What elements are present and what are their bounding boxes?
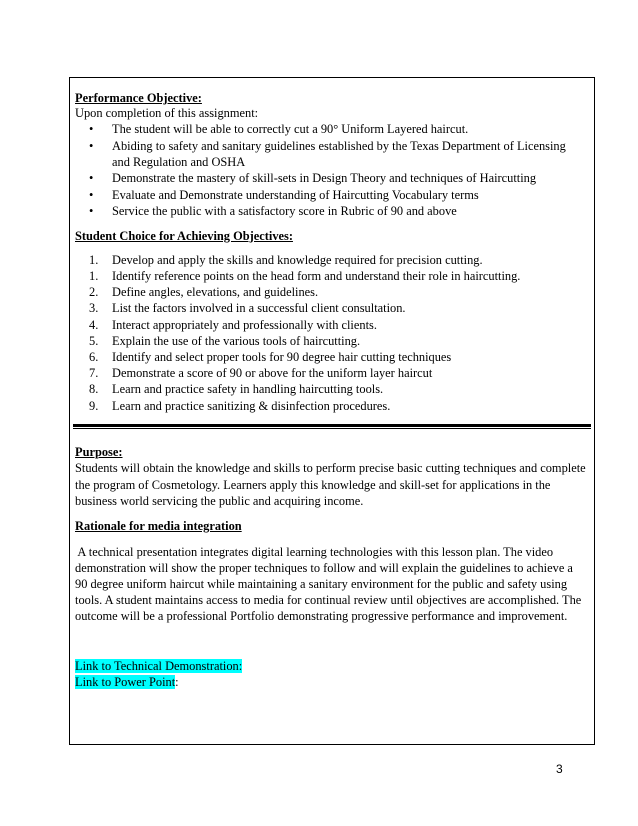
rationale-line: 90 degree uniform haircut while maintaining a sanitary environment for the public and safety using: [75, 577, 568, 591]
performance-intro: Upon completion of this assignment:: [75, 106, 259, 120]
purpose-line: business world servicing the public and acquiring income.: [75, 494, 364, 508]
rationale-line: outcome will be a professional Portfolio demonstrating progressive performance and improvement.: [75, 609, 568, 623]
technical-demo-link[interactable]: Link to Technical Demonstration:: [75, 659, 243, 673]
bullet-item: • Abiding to safety and sanitary guidelines established by the Texas Department of Licensing: [89, 139, 566, 153]
performance-heading: Performance Objective:: [75, 91, 202, 105]
section-divider-thin: [73, 428, 591, 429]
rationale-heading: Rationale for media integration: [75, 519, 242, 533]
rationale-line: tools. A student maintains access to media for continual review until objectives are accomplished. The: [75, 593, 582, 607]
purpose-line: the program of Cosmetology. Learners apply this knowledge and skill-set for applications in the: [75, 478, 551, 492]
rationale-line: demonstration will show the proper techniques to follow and will explain the guidelines to achieve a: [75, 561, 573, 575]
purpose-heading: Purpose:: [75, 445, 123, 459]
bullet-item: • Evaluate and Demonstrate understanding of Haircutting Vocabulary terms: [89, 188, 479, 202]
student-choice-heading: Student Choice for Achieving Objectives:: [75, 229, 293, 243]
technical-demo-link-row: [75, 658, 242, 674]
section-divider: [73, 424, 591, 427]
bullet-item: • Demonstrate the mastery of skill-sets in Design Theory and techniques of Haircutting: [89, 171, 537, 185]
rationale-line: A technical presentation integrates digital learning technologies with this lesson plan. The video: [75, 545, 554, 559]
bullet-item-continuation: and Regulation and OSHA: [112, 155, 246, 169]
page-number: 3: [556, 762, 563, 776]
bullet-item: • The student will be able to correctly cut a 90° Uniform Layered haircut.: [89, 122, 469, 136]
purpose-line: Students will obtain the knowledge and skills to perform precise basic cutting techniques and complete: [75, 461, 586, 475]
powerpoint-link[interactable]: Link to Power Point: [75, 675, 176, 689]
powerpoint-link-row: Link to Power Point:: [75, 675, 179, 689]
bullet-item: • Service the public with a satisfactory score in Rubric of 90 and above: [89, 204, 457, 218]
